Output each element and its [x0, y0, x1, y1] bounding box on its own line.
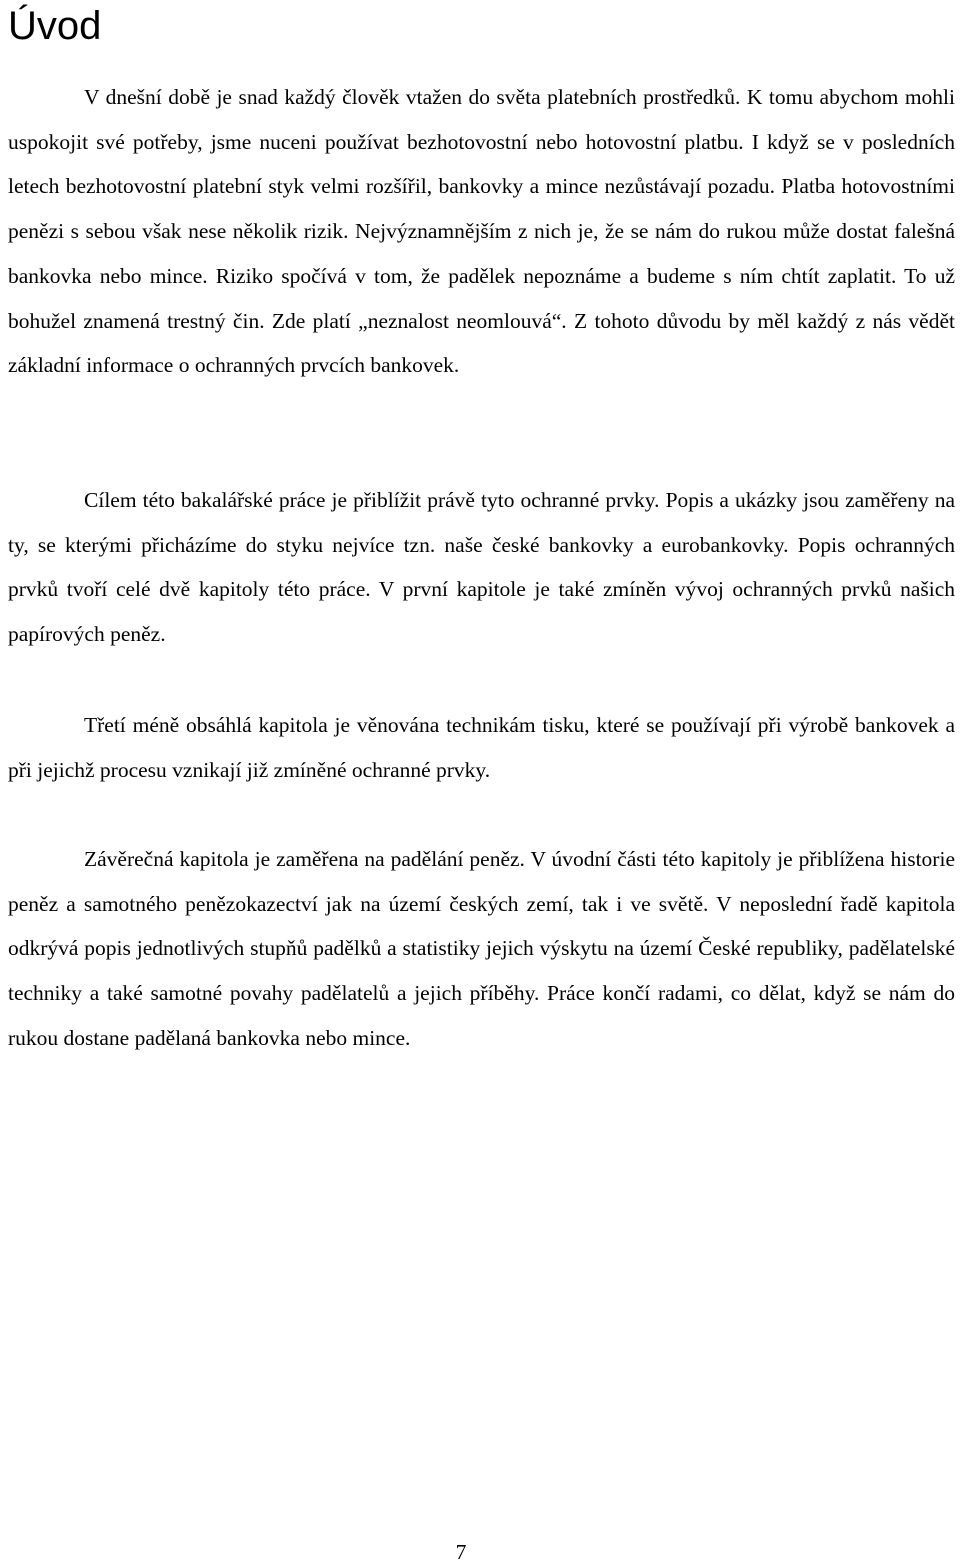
- paragraph-goal: Cílem této bakalářské práce je přiblížit právě tyto ochranné prvky. Popis a ukázky jsou zaměřeny na ty, se kterými přicházíme do styku nejvíce tzn. naše české bankovky a eurobankovky. Popis ochranných prvků tvoří celé dvě kapitoly této práce. V první kapitole je také zmíněn vývoj ochranných prvků našich papírových peněz.: [8, 488, 955, 647]
- page-number: 7: [455, 1540, 467, 1564]
- page-title: Úvod: [8, 4, 102, 48]
- paragraph-printing-techniques: Třetí méně obsáhlá kapitola je věnována technikám tisku, které se používají při výrobě bankovek a při jejichž procesu vznikají již zmíněné ochranné prvky.: [8, 713, 955, 782]
- paragraph-counterfeiting: Závěrečná kapitola je zaměřena na padělání peněz. V úvodní části této kapitoly je přiblížena historie peněz a samotného penězokazectví jak na území českých zemí, tak i ve světě. V neposlední řadě kapitola odkrývá popis jednotlivých stupňů padělků a statistiky jejich výskytu na území České republiky, padělatelské techniky a také samotné povahy padělatelů a jejich příběhy. Práce končí radami, co dělat, když se nám do rukou dostane padělaná bankovka nebo mince.: [8, 847, 955, 1050]
- paragraph-intro: V dnešní době je snad každý člověk vtažen do světa platebních prostředků. K tomu abychom mohli uspokojit své potřeby, jsme nuceni používat bezhotovostní nebo hotovostní platbu. I když se v posledních letech bezhotovostní platební styk velmi rozšířil, bankovky a mince nezůstávají pozadu. Platba hotovostními penězi s sebou však nese několik rizik. Nejvýznamnějším z nich je, že se nám do rukou může dostat falešná bankovka nebo mince. Riziko spočívá v tom, že padělek nepoznáme a budeme s ním chtít zaplatit. To už bohužel znamená trestný čin. Zde platí „neznalost neomlouvá“. Z tohoto důvodu by měl každý z nás vědět základní informace o ochranných prvcích bankovek.: [8, 85, 955, 378]
